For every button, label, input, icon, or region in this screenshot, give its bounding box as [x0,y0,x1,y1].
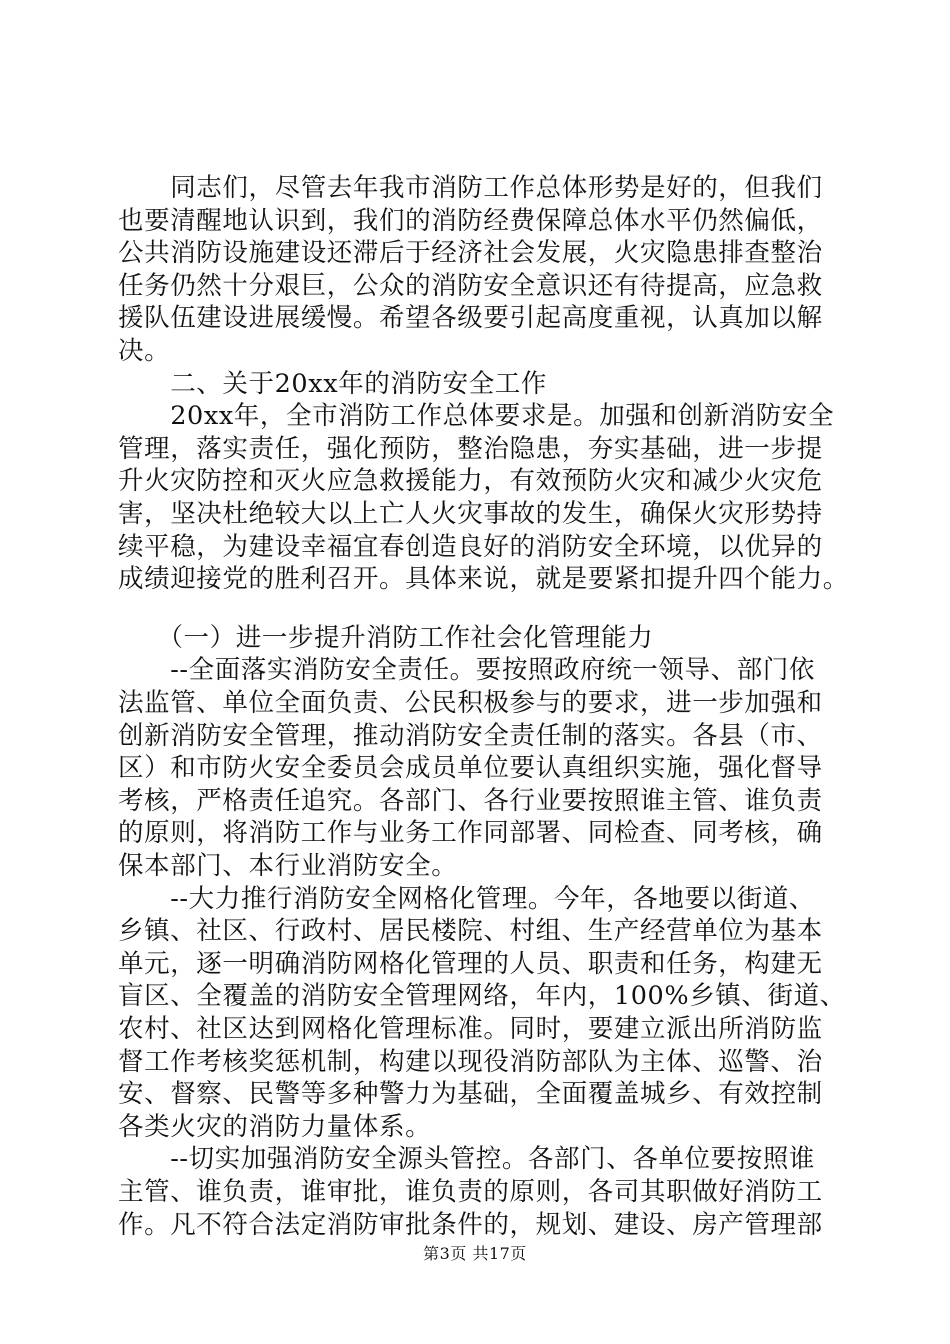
paragraph-line: --切实加强消防安全源头管控。各部门、各单位要按照谁 [118,1144,816,1174]
paragraph-line: 乡镇、社区、行政村、居民楼院、村组、生产经营单位为基本 [118,916,823,946]
section-heading: 二、关于20xx年的消防安全工作 [118,369,548,399]
paragraph-line: --全面落实消防安全责任。要按照政府统一领导、部门依 [118,655,816,685]
paragraph-line: 安、督察、民警等多种警力为基础，全面覆盖城乡、有效控制 [118,1079,823,1109]
paragraph-line: 法监管、单位全面负责、公民积极参与的要求，进一步加强和 [118,688,823,718]
paragraph-line: 20xx年，全市消防工作总体要求是。加强和创新消防安全 [118,401,835,431]
paragraph-line: 农村、社区达到网格化管理标准。同时，要建立派出所消防监 [118,1014,823,1044]
paragraph-line: 单元，逐一明确消防网格化管理的人员、职责和任务，构建无 [118,949,823,979]
paragraph-line: 公共消防设施建设还滞后于经济社会发展，火灾隐患排查整治 [118,238,823,268]
subsection-heading: （一）进一步提升消防工作社会化管理能力 [118,623,654,653]
paragraph-line: 盲区、全覆盖的消防安全管理网络，年内，100%乡镇、街道、 [118,981,846,1011]
paragraph-line: 升火灾防控和灭火应急救援能力，有效预防火灾和减少火灾危 [118,466,823,496]
paragraph-line: 考核，严格责任追究。各部门、各行业要按照谁主管、谁负责 [118,786,823,816]
paragraph-line: 督工作考核奖惩机制，构建以现役消防部队为主体、巡警、治 [118,1047,823,1077]
paragraph-line: 主管、谁负责，谁审批，谁负责的原则，各司其职做好消防工 [118,1177,823,1207]
paragraph-line: 也要清醒地认识到，我们的消防经费保障总体水平仍然偏低， [118,206,823,236]
page-number-footer: 第3页 共17页 [423,1244,527,1263]
paragraph-line: 各类火灾的消防力量体系。 [118,1112,432,1142]
paragraph-line: 害，坚决杜绝较大以上亡人火灾事故的发生，确保火灾形势持 [118,499,823,529]
paragraph-line: 创新消防安全管理，推动消防安全责任制的落实。各县（市、 [118,721,823,751]
paragraph-line: 续平稳，为建设幸福宜春创造良好的消防安全环境，以优异的 [118,532,823,562]
paragraph-line: 区）和市防火安全委员会成员单位要认真组织实施，强化督导 [118,753,823,783]
paragraph-line: --大力推行消防安全网格化管理。今年，各地要以街道、 [118,884,816,914]
paragraph-line: 保本部门、本行业消防安全。 [118,851,458,881]
paragraph-line: 援队伍建设进展缓慢。希望各级要引起高度重视，认真加以解 [118,303,823,333]
paragraph-line: 作。凡不符合法定消防审批条件的，规划、建设、房产管理部 [118,1210,823,1240]
paragraph-line: 管理，落实责任，强化预防，整治隐患，夯实基础，进一步提 [118,434,823,464]
paragraph-line: 同志们，尽管去年我市消防工作总体形势是好的，但我们 [118,173,823,203]
paragraph-line: 成绩迎接党的胜利召开。具体来说，就是要紧扣提升四个能力。 [118,564,849,594]
paragraph-line: 决。 [118,336,171,366]
paragraph-line: 的原则，将消防工作与业务工作同部署、同检查、同考核，确 [118,818,823,848]
paragraph-line: 任务仍然十分艰巨，公众的消防安全意识还有待提高，应急救 [118,271,823,301]
